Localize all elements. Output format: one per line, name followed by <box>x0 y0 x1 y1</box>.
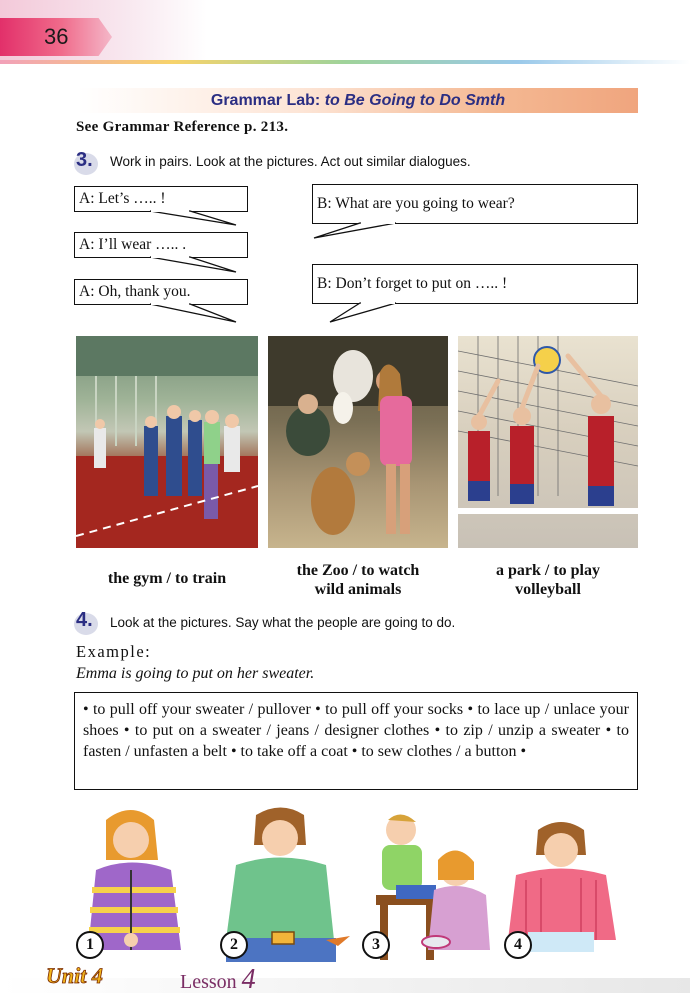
picture-number-3: 3 <box>362 931 390 959</box>
footer-band <box>0 978 690 993</box>
caption-gym <box>76 569 258 588</box>
illustration-shoes <box>376 814 490 960</box>
volleyball-photo-scene <box>458 336 638 548</box>
gym-photo <box>76 336 258 548</box>
example-label: Example: <box>76 642 152 661</box>
speech-bubble-tails <box>0 0 690 340</box>
exercise-4-number: 4. <box>76 609 93 631</box>
speech-bubble-a1: A: Let’s ….. ! <box>74 186 248 212</box>
gym-photo-scene <box>76 336 258 548</box>
caption-park-line2: volleyball <box>515 581 581 598</box>
speech-bubble-a3: A: Oh, thank you. <box>74 279 248 305</box>
caption-zoo-line1: the Zoo / to watch <box>296 562 420 579</box>
exercise-3-number: 3. <box>76 149 93 171</box>
picture-number-4: 4 <box>504 931 532 959</box>
picture-number-2: 2 <box>220 931 248 959</box>
caption-zoo <box>262 561 454 599</box>
speech-bubble-b1: B: What are you going to wear? <box>312 184 638 224</box>
unit-logo: Unit 4 <box>46 963 103 988</box>
exercise-4-illustrations <box>76 800 640 962</box>
volleyball-photo <box>458 336 638 548</box>
example-sentence: Emma is going to put on her sweater. <box>76 665 315 682</box>
speech-bubble-a2: A: I’ll wear ….. . <box>74 232 248 258</box>
lesson-number: 4 <box>241 964 256 995</box>
picture-number-1: 1 <box>76 931 104 959</box>
illustration-girl-sweater <box>88 810 181 950</box>
caption-gym-line1: the gym / to train <box>107 570 227 587</box>
grammar-reference: See Grammar Reference p. 213. <box>76 119 289 135</box>
exercise-3-instruction: Work in pairs. Look at the pictures. Act out similar dialogues. <box>110 154 471 169</box>
exercise-4-instruction: Look at the pictures. Say what the people are going to do. <box>110 615 456 630</box>
speech-bubble-b2: B: Don’t forget to put on ….. ! <box>312 264 638 304</box>
lesson-label <box>180 964 256 996</box>
vocabulary-box: • to pull off your sweater / pullover • to pull off your socks • to lace up / unlace your shoes • to put on a sweater / jeans / designer clothes • to zip / unzip a sweater • to fasten / unfasten a belt • to take off a coat • to sew clothes / a button • <box>74 692 638 790</box>
grammar-lab-topic: to Be Going to Do Smth <box>324 92 506 109</box>
lesson-word: Lesson <box>180 971 237 993</box>
page-number: 36 <box>44 24 69 49</box>
zoo-photo <box>268 336 448 548</box>
caption-zoo-line2: wild animals <box>314 581 402 598</box>
grammar-lab-label: Grammar Lab: <box>210 92 321 109</box>
caption-park <box>452 561 644 599</box>
caption-park-line1: a park / to play <box>495 562 600 579</box>
zoo-photo-scene <box>268 336 448 548</box>
